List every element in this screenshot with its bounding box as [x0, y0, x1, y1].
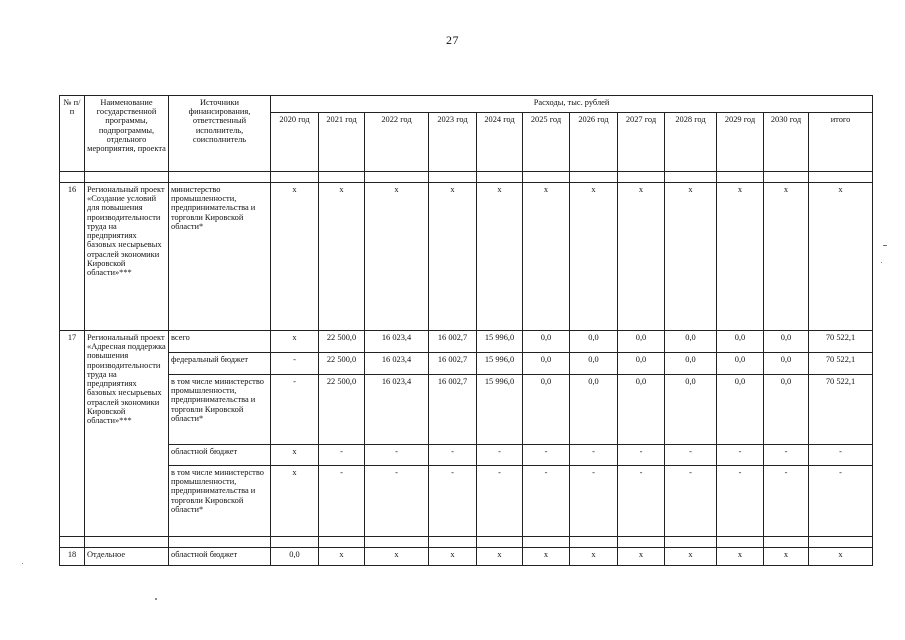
value-cell: - [717, 445, 764, 466]
scan-speck [22, 563, 23, 564]
table-row [60, 375, 873, 445]
value-cell: 16 002,7 [429, 353, 477, 375]
value-cell: 0,0 [717, 375, 764, 445]
value-cell: 22 500,0 [319, 331, 365, 353]
value-cell: х [665, 548, 717, 566]
value-cell: - [429, 466, 477, 537]
header-year: 2027 год [618, 113, 665, 172]
value-cell: 22 500,0 [319, 353, 365, 375]
total-cell: - [809, 466, 873, 537]
value-cell: - [717, 466, 764, 537]
funding-source: всего [169, 331, 271, 353]
value-cell: х [618, 183, 665, 331]
value-cell: - [523, 445, 570, 466]
value-cell: - [523, 466, 570, 537]
value-cell: 15 996,0 [477, 353, 523, 375]
value-cell: х [665, 183, 717, 331]
value-cell: х [764, 183, 809, 331]
header-year: 2028 год [665, 113, 717, 172]
table-row [60, 183, 873, 331]
value-cell: 0,0 [523, 353, 570, 375]
value-cell: х [319, 183, 365, 331]
value-cell: 0,0 [665, 331, 717, 353]
value-cell: х [523, 183, 570, 331]
funding-source: в том числе министерство промышленности, предпринимательства и торговли Кировской области* [169, 375, 271, 445]
table-row [60, 353, 873, 375]
header-year: 2030 год [764, 113, 809, 172]
value-cell: х [477, 548, 523, 566]
value-cell: - [477, 445, 523, 466]
value-cell: х [717, 548, 764, 566]
table-row [60, 331, 873, 353]
value-cell: 16 023,4 [365, 375, 429, 445]
value-cell: х [429, 183, 477, 331]
row-number: 16 [60, 183, 85, 331]
value-cell: - [570, 445, 618, 466]
scan-speck [883, 245, 887, 246]
value-cell: 0,0 [570, 375, 618, 445]
header-expenses: Расходы, тыс. рублей [271, 96, 873, 113]
row-number: 18 [60, 548, 85, 566]
value-cell: - [271, 375, 319, 445]
page-number: 27 [446, 33, 459, 47]
value-cell: 15 996,0 [477, 331, 523, 353]
value-cell: 0,0 [271, 548, 319, 566]
header-year: 2029 год [717, 113, 764, 172]
spacer-row [60, 172, 873, 183]
row-number: 17 [60, 331, 85, 537]
total-cell: х [809, 183, 873, 331]
value-cell: - [618, 466, 665, 537]
value-cell: 0,0 [717, 353, 764, 375]
header-year: 2023 год [429, 113, 477, 172]
value-cell: 0,0 [764, 331, 809, 353]
total-cell: 70 522,1 [809, 375, 873, 445]
value-cell: 0,0 [618, 375, 665, 445]
header-num: № п/п [60, 96, 85, 172]
value-cell: х [618, 548, 665, 566]
value-cell: 15 996,0 [477, 375, 523, 445]
value-cell: - [319, 445, 365, 466]
value-cell: х [271, 331, 319, 353]
value-cell: - [764, 445, 809, 466]
value-cell: - [271, 353, 319, 375]
header-total: итого [809, 113, 873, 172]
value-cell: х [570, 183, 618, 331]
value-cell: - [319, 466, 365, 537]
header-year: 2026 год [570, 113, 618, 172]
value-cell: х [764, 548, 809, 566]
funding-source: областной бюджет [169, 445, 271, 466]
value-cell: х [523, 548, 570, 566]
project-name: Отдельное [85, 548, 169, 566]
value-cell: - [477, 466, 523, 537]
value-cell: - [665, 466, 717, 537]
value-cell: 0,0 [570, 331, 618, 353]
total-cell: 70 522,1 [809, 331, 873, 353]
value-cell: - [570, 466, 618, 537]
value-cell: 0,0 [764, 375, 809, 445]
value-cell: 22 500,0 [319, 375, 365, 445]
table-row [60, 548, 873, 566]
header-year: 2022 год [365, 113, 429, 172]
total-cell: 70 522,1 [809, 353, 873, 375]
funding-source: областной бюджет [169, 548, 271, 566]
value-cell: х [429, 548, 477, 566]
value-cell: х [477, 183, 523, 331]
value-cell: - [618, 445, 665, 466]
value-cell: - [665, 445, 717, 466]
value-cell: 0,0 [523, 375, 570, 445]
value-cell: х [271, 466, 319, 537]
header-name: Наименование государственной программы, подпрограммы, отдельного мероприятия, проекта [85, 96, 169, 172]
value-cell: - [429, 445, 477, 466]
budget-table [59, 95, 873, 566]
value-cell: 0,0 [618, 353, 665, 375]
scan-speck [881, 262, 882, 263]
value-cell: 0,0 [523, 331, 570, 353]
value-cell: 0,0 [717, 331, 764, 353]
value-cell: х [271, 183, 319, 331]
value-cell: 0,0 [764, 353, 809, 375]
scan-speck [155, 598, 157, 600]
header-row [60, 96, 873, 113]
value-cell: - [764, 466, 809, 537]
funding-source: министерство промышленности, предпринимательства и торговли Кировской области* [169, 183, 271, 331]
value-cell: х [717, 183, 764, 331]
value-cell: 0,0 [618, 331, 665, 353]
project-name: Региональный проект «Создание условий для повышения производительности труда на предприятиях базовых несырьевых отраслей экономики Кировской области»*** [85, 183, 169, 331]
value-cell: х [365, 548, 429, 566]
header-year: 2025 год [523, 113, 570, 172]
header-year: 2024 год [477, 113, 523, 172]
value-cell: 0,0 [665, 353, 717, 375]
value-cell: 16 023,4 [365, 331, 429, 353]
spacer-row [60, 537, 873, 548]
value-cell: 0,0 [570, 353, 618, 375]
value-cell: х [271, 445, 319, 466]
header-year: 2020 год [271, 113, 319, 172]
value-cell: - [365, 466, 429, 537]
total-cell: - [809, 445, 873, 466]
project-name: Региональный проект «Адресная поддержка повышения производительности труда на предприятиях базовых несырьевых отраслей экономики Кировской области»*** [85, 331, 169, 537]
total-cell: х [809, 548, 873, 566]
header-source: Источники финансирования, ответственный исполнитель, соисполнитель [169, 96, 271, 172]
value-cell: 0,0 [665, 375, 717, 445]
funding-source: федеральный бюджет [169, 353, 271, 375]
value-cell: х [365, 183, 429, 331]
funding-source: в том числе министерство промышленности, предпринимательства и торговли Кировской области* [169, 466, 271, 537]
table-row [60, 445, 873, 466]
value-cell: - [365, 445, 429, 466]
value-cell: 16 023,4 [365, 353, 429, 375]
value-cell: х [570, 548, 618, 566]
header-year: 2021 год [319, 113, 365, 172]
value-cell: 16 002,7 [429, 331, 477, 353]
value-cell: 16 002,7 [429, 375, 477, 445]
table-row [60, 466, 873, 537]
value-cell: х [319, 548, 365, 566]
